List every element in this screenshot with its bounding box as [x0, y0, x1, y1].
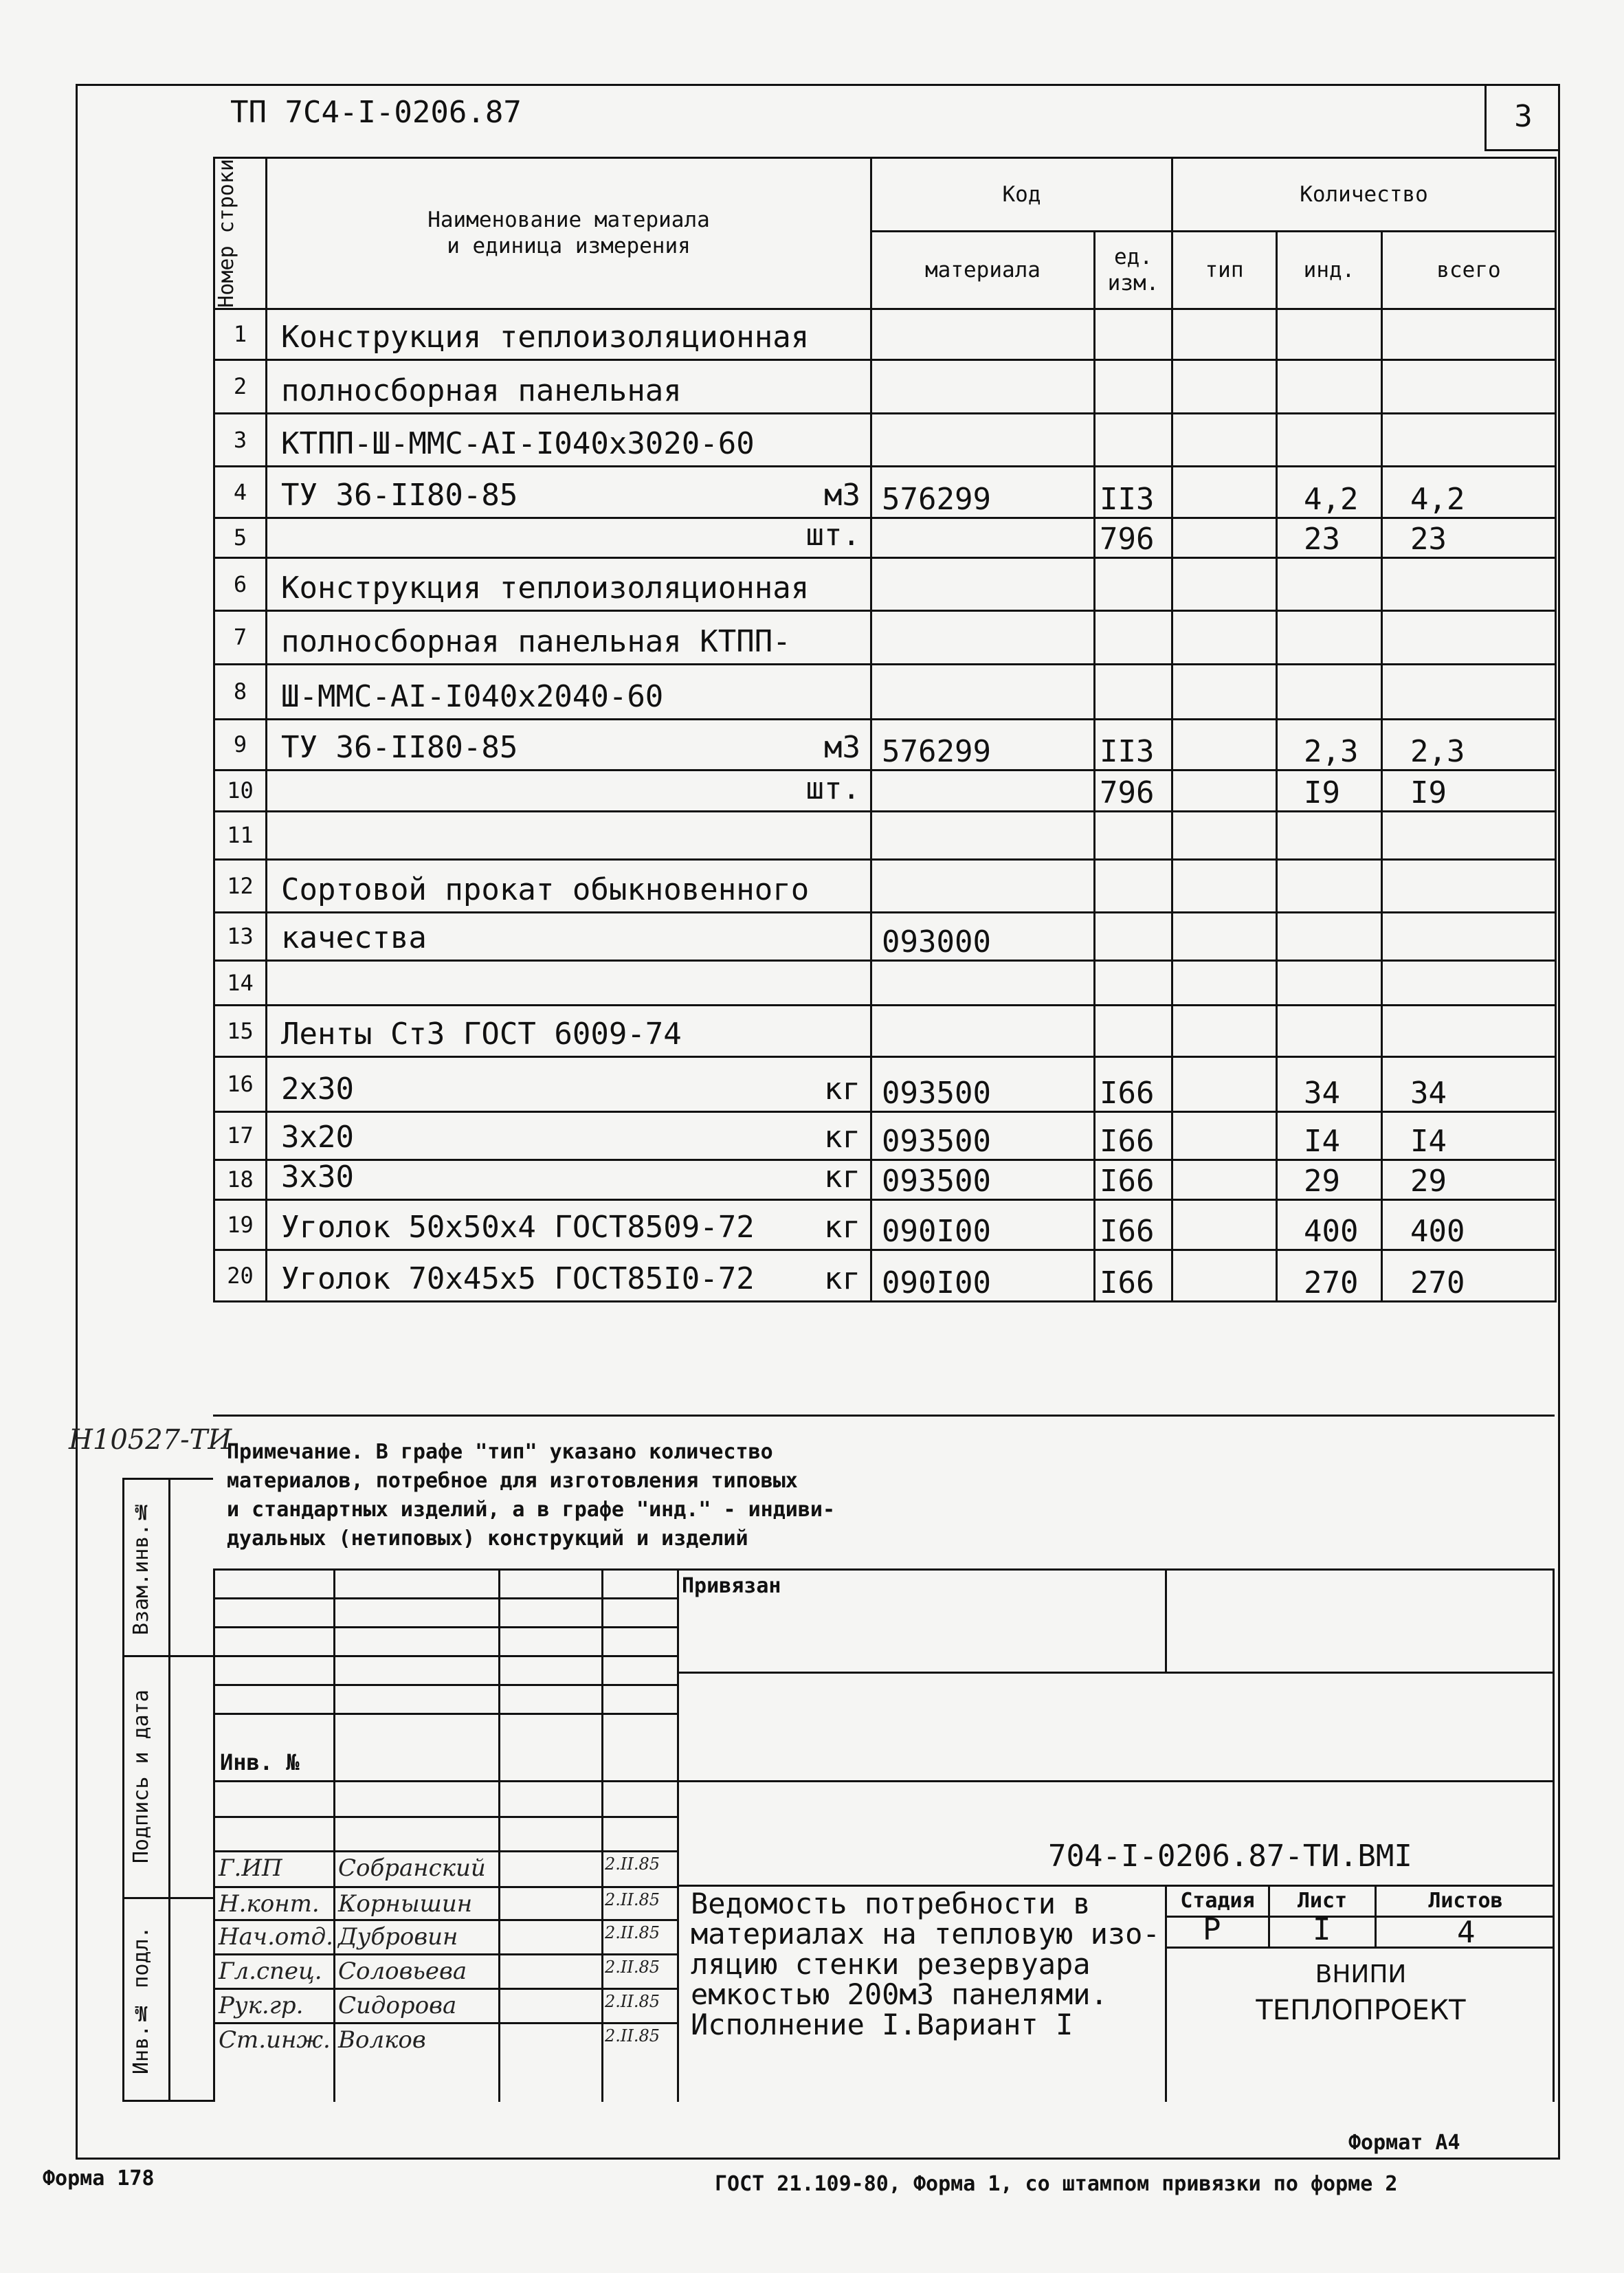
unit-of-measure: кг — [824, 1261, 860, 1296]
material-code — [871, 1005, 1095, 1056]
table-row — [214, 859, 1556, 912]
qty-ind — [1277, 859, 1382, 912]
privyazan-label: Привязан — [682, 1574, 781, 1598]
qty-total — [1382, 960, 1556, 1005]
qty-total — [1382, 664, 1556, 719]
material-name-cell — [267, 859, 871, 912]
qty-total: 23 — [1382, 518, 1556, 557]
material-name: Ш-ММС-АI-I040х2040-60 — [281, 678, 664, 714]
qty-ind — [1277, 912, 1382, 960]
qty-ind: 2,3 — [1277, 719, 1382, 770]
material-name-cell — [267, 610, 871, 664]
material-name-cell — [267, 1111, 871, 1160]
row-number: 15 — [214, 1005, 267, 1056]
row-number: 16 — [214, 1056, 267, 1111]
qty-total — [1382, 359, 1556, 413]
material-code: 093500 — [871, 1056, 1095, 1111]
material-name-cell — [267, 413, 871, 466]
material-name: ТУ 36-II80-85 — [281, 477, 518, 513]
table-row — [214, 1160, 1556, 1199]
qty-typ — [1172, 1250, 1277, 1301]
material-name: 2х30 — [281, 1071, 354, 1107]
row-number: 13 — [214, 912, 267, 960]
material-name-cell — [267, 359, 871, 413]
material-name-cell — [267, 1160, 871, 1199]
qty-ind — [1277, 960, 1382, 1005]
table-row — [214, 466, 1556, 518]
qty-ind: 4,2 — [1277, 466, 1382, 518]
row-number: 19 — [214, 1199, 267, 1250]
material-name: 3х30 — [281, 1160, 354, 1195]
signer-date: 2.II.85 — [605, 1923, 660, 1942]
material-code — [871, 960, 1095, 1005]
material-name: Уголок 50х50х4 ГОСТ8509-72 — [281, 1209, 755, 1245]
table-row — [214, 912, 1556, 960]
form-left-label: Форма 178 — [43, 2166, 155, 2191]
material-code — [871, 610, 1095, 664]
qty-total: 400 — [1382, 1199, 1556, 1250]
material-name-cell — [267, 960, 871, 1005]
unit-code: I66 — [1095, 1250, 1172, 1301]
sheets-label: Листов — [1428, 1889, 1503, 1913]
unit-of-measure: кг — [824, 1209, 860, 1245]
handwritten-inventory-number: Н10527-ТИ — [69, 1424, 232, 1456]
table-row — [214, 518, 1556, 557]
unit-code — [1095, 610, 1172, 664]
stage-label: Стадия — [1180, 1889, 1255, 1913]
qty-ind — [1277, 309, 1382, 359]
signer-date: 2.II.85 — [605, 1992, 660, 2011]
unit-code: I66 — [1095, 1056, 1172, 1111]
signer-name: Соловьева — [338, 1958, 467, 1985]
qty-ind — [1277, 557, 1382, 610]
unit-of-measure: кг — [824, 1071, 860, 1107]
qty-ind — [1277, 811, 1382, 859]
qty-ind: 400 — [1277, 1199, 1382, 1250]
qty-typ — [1172, 518, 1277, 557]
organization-name-1: ВНИПИ — [1315, 1960, 1407, 1988]
document-code: ТП 7С4-I-0206.87 — [230, 95, 522, 130]
table-row — [214, 719, 1556, 770]
table-row — [214, 557, 1556, 610]
material-name-cell — [267, 770, 871, 811]
unit-code — [1095, 359, 1172, 413]
qty-typ — [1172, 1056, 1277, 1111]
quantity-header: Количество — [1172, 158, 1556, 232]
material-name-cell — [267, 1199, 871, 1250]
row-number: 12 — [214, 859, 267, 912]
materials-table — [213, 157, 1557, 1302]
qty-ind — [1277, 359, 1382, 413]
unit-code — [1095, 664, 1172, 719]
qty-ind: 270 — [1277, 1250, 1382, 1301]
signer-role: Нач.отд. — [219, 1923, 333, 1951]
signer-name: Волков — [338, 2026, 426, 2054]
material-code: 093000 — [871, 912, 1095, 960]
material-name-cell — [267, 664, 871, 719]
unit-code: 796 — [1095, 770, 1172, 811]
material-code — [871, 557, 1095, 610]
material-name: Конструкция теплоизоляционная — [281, 319, 810, 355]
qty-total: 29 — [1382, 1160, 1556, 1199]
material-name: КТПП-Ш-ММС-АI-I040х3020-60 — [281, 425, 755, 461]
table-row — [214, 1111, 1556, 1160]
signer-date: 2.II.85 — [605, 2026, 660, 2045]
qty-typ — [1172, 359, 1277, 413]
signer-role: Ст.инж. — [219, 2026, 331, 2054]
qty-typ — [1172, 912, 1277, 960]
row-number: 3 — [214, 413, 267, 466]
unit-of-measure: м3 — [824, 729, 860, 765]
unit-code — [1095, 811, 1172, 859]
material-name: Конструкция теплоизоляционная — [281, 570, 810, 606]
material-code — [871, 359, 1095, 413]
table-row — [214, 309, 1556, 359]
qty-total: 270 — [1382, 1250, 1556, 1301]
table-row — [214, 960, 1556, 1005]
qty-ind: 29 — [1277, 1160, 1382, 1199]
qty-ind-header: инд. — [1277, 232, 1382, 309]
table-row — [214, 1056, 1556, 1111]
row-number: 2 — [214, 359, 267, 413]
unit-code: 796 — [1095, 518, 1172, 557]
signer-name: Корнышин — [338, 1890, 473, 1918]
row-number: 1 — [214, 309, 267, 359]
sheet-label: Лист — [1297, 1889, 1348, 1913]
signer-date: 2.II.85 — [605, 1890, 660, 1909]
qty-total-header: всего — [1382, 232, 1556, 309]
signer-name: Сидорова — [338, 1992, 457, 2019]
qty-ind: I9 — [1277, 770, 1382, 811]
row-number: 9 — [214, 719, 267, 770]
signer-role: Рук.гр. — [219, 1992, 304, 2019]
unit-code: I66 — [1095, 1160, 1172, 1199]
unit-of-measure: кг — [824, 1160, 860, 1195]
qty-total: I4 — [1382, 1111, 1556, 1160]
qty-total — [1382, 557, 1556, 610]
row-number-header: Номер строки — [214, 158, 267, 309]
qty-total — [1382, 610, 1556, 664]
qty-total: 34 — [1382, 1056, 1556, 1111]
document-designation: 704-I-0206.87-ТИ.ВМI — [1048, 1839, 1412, 1874]
material-code — [871, 664, 1095, 719]
qty-total: I9 — [1382, 770, 1556, 811]
row-number: 17 — [214, 1111, 267, 1160]
material-name: Ленты Ст3 ГОСТ 6009-74 — [281, 1016, 682, 1052]
code-material-header: материала — [871, 232, 1095, 309]
inv-no-label: Инв. № — [220, 1749, 300, 1775]
qty-typ — [1172, 1005, 1277, 1056]
row-number: 7 — [214, 610, 267, 664]
qty-typ — [1172, 859, 1277, 912]
material-code: 090I00 — [871, 1199, 1095, 1250]
qty-total — [1382, 1005, 1556, 1056]
qty-total — [1382, 912, 1556, 960]
material-code: 576299 — [871, 719, 1095, 770]
qty-ind: 23 — [1277, 518, 1382, 557]
qty-typ — [1172, 960, 1277, 1005]
qty-ind: I4 — [1277, 1111, 1382, 1160]
qty-ind — [1277, 1005, 1382, 1056]
material-code: 090I00 — [871, 1250, 1095, 1301]
qty-total: 2,3 — [1382, 719, 1556, 770]
unit-code: II3 — [1095, 719, 1172, 770]
label-podpis-data: Подпись и дата — [129, 1689, 153, 1864]
qty-typ — [1172, 811, 1277, 859]
table-row — [214, 811, 1556, 859]
qty-typ — [1172, 309, 1277, 359]
document-title: Ведомость потребности в материалах на тепловую изо- ляцию стенки резервуара емкостью 200м3 панелями. Исполнение I.Вариант I — [691, 1887, 1160, 2041]
material-code: 093500 — [871, 1111, 1095, 1160]
signer-name: Собранский — [338, 1854, 486, 1882]
code-header: Код — [871, 158, 1172, 232]
material-name: полносборная панельная КТПП- — [281, 623, 791, 659]
sheets-value: 4 — [1457, 1915, 1476, 1950]
material-name-cell — [267, 557, 871, 610]
row-number: 20 — [214, 1250, 267, 1301]
material-name-cell — [267, 1005, 871, 1056]
table-row — [214, 664, 1556, 719]
qty-typ — [1172, 1111, 1277, 1160]
unit-of-measure: шт. — [805, 770, 860, 806]
stage-value: Р — [1203, 1912, 1221, 1947]
material-name: Сортовой прокат обыкновенного — [281, 872, 810, 907]
material-name: 3х20 — [281, 1119, 354, 1155]
row-number: 18 — [214, 1160, 267, 1199]
table-row — [214, 770, 1556, 811]
signer-date: 2.II.85 — [605, 1958, 660, 1977]
unit-of-measure: кг — [824, 1119, 860, 1155]
material-name-cell — [267, 309, 871, 359]
qty-typ — [1172, 770, 1277, 811]
row-number: 14 — [214, 960, 267, 1005]
material-name: Уголок 70х45х5 ГОСТ85I0-72 — [281, 1261, 755, 1296]
qty-typ — [1172, 413, 1277, 466]
material-name-cell — [267, 719, 871, 770]
signer-date: 2.II.85 — [605, 1854, 660, 1874]
organization-name-2: ТЕПЛОПРОЕКТ — [1256, 1995, 1466, 2026]
signer-role: Г.ИП — [219, 1854, 282, 1882]
material-name-cell — [267, 912, 871, 960]
qty-typ — [1172, 610, 1277, 664]
qty-ind — [1277, 610, 1382, 664]
qty-typ — [1172, 664, 1277, 719]
row-number: 10 — [214, 770, 267, 811]
material-name: ТУ 36-II80-85 — [281, 729, 518, 765]
material-name-cell — [267, 811, 871, 859]
qty-typ — [1172, 719, 1277, 770]
unit-code — [1095, 859, 1172, 912]
signer-role: Гл.спец. — [219, 1958, 322, 1985]
note: Примечание. В графе "тип" указано количество материалов, потребное для изготовления типовых и стандартных изделий, а в графе "инд." - индиви- дуальных (нетиповых) конструкций и изделий — [227, 1440, 836, 1551]
material-code: 093500 — [871, 1160, 1095, 1199]
format-label: Формат А4 — [1348, 2131, 1460, 2155]
qty-total — [1382, 413, 1556, 466]
qty-ind — [1277, 664, 1382, 719]
row-number: 8 — [214, 664, 267, 719]
material-code — [871, 413, 1095, 466]
material-name: качества — [281, 920, 427, 955]
unit-code — [1095, 1005, 1172, 1056]
material-name-cell — [267, 466, 871, 518]
material-code — [871, 770, 1095, 811]
material-code — [871, 518, 1095, 557]
qty-typ — [1172, 466, 1277, 518]
qty-typ — [1172, 1160, 1277, 1199]
material-code — [871, 309, 1095, 359]
qty-typ-header: тип — [1172, 232, 1277, 309]
code-unit-header: ед. изм. — [1095, 232, 1172, 309]
form-right-label: ГОСТ 21.109-80, Форма 1, со штампом привязки по форме 2 — [715, 2172, 1398, 2196]
table-row — [214, 359, 1556, 413]
material-code — [871, 859, 1095, 912]
row-number: 11 — [214, 811, 267, 859]
signer-role: Н.конт. — [219, 1890, 320, 1918]
material-code — [871, 811, 1095, 859]
unit-code — [1095, 309, 1172, 359]
unit-code: I66 — [1095, 1111, 1172, 1160]
table-row — [214, 1005, 1556, 1056]
qty-ind — [1277, 413, 1382, 466]
qty-typ — [1172, 1199, 1277, 1250]
qty-total: 4,2 — [1382, 466, 1556, 518]
unit-of-measure: шт. — [805, 518, 860, 553]
table-row — [214, 413, 1556, 466]
sheet-value: I — [1313, 1912, 1331, 1947]
unit-code: II3 — [1095, 466, 1172, 518]
row-number: 4 — [214, 466, 267, 518]
material-name-cell — [267, 518, 871, 557]
page-number: 3 — [1484, 84, 1560, 151]
table-row — [214, 1199, 1556, 1250]
material-name-cell — [267, 1056, 871, 1111]
qty-ind: 34 — [1277, 1056, 1382, 1111]
label-inv-podl: Инв.№ подл. — [129, 1926, 153, 2074]
name-header: Наименование материала и единица измерения — [267, 158, 871, 309]
label-vzam-inv: Взам.инв.№ — [129, 1499, 153, 1635]
unit-of-measure: м3 — [824, 477, 860, 513]
unit-code — [1095, 912, 1172, 960]
signer-name: Дубровин — [338, 1923, 458, 1951]
unit-code — [1095, 557, 1172, 610]
unit-code — [1095, 960, 1172, 1005]
qty-total — [1382, 309, 1556, 359]
material-name: полносборная панельная — [281, 373, 682, 408]
qty-typ — [1172, 557, 1277, 610]
row-number: 5 — [214, 518, 267, 557]
material-code: 576299 — [871, 466, 1095, 518]
table-row — [214, 610, 1556, 664]
qty-total — [1382, 811, 1556, 859]
table-row — [214, 1250, 1556, 1301]
row-number: 6 — [214, 557, 267, 610]
material-name-cell — [267, 1250, 871, 1301]
unit-code — [1095, 413, 1172, 466]
qty-total — [1382, 859, 1556, 912]
unit-code: I66 — [1095, 1199, 1172, 1250]
